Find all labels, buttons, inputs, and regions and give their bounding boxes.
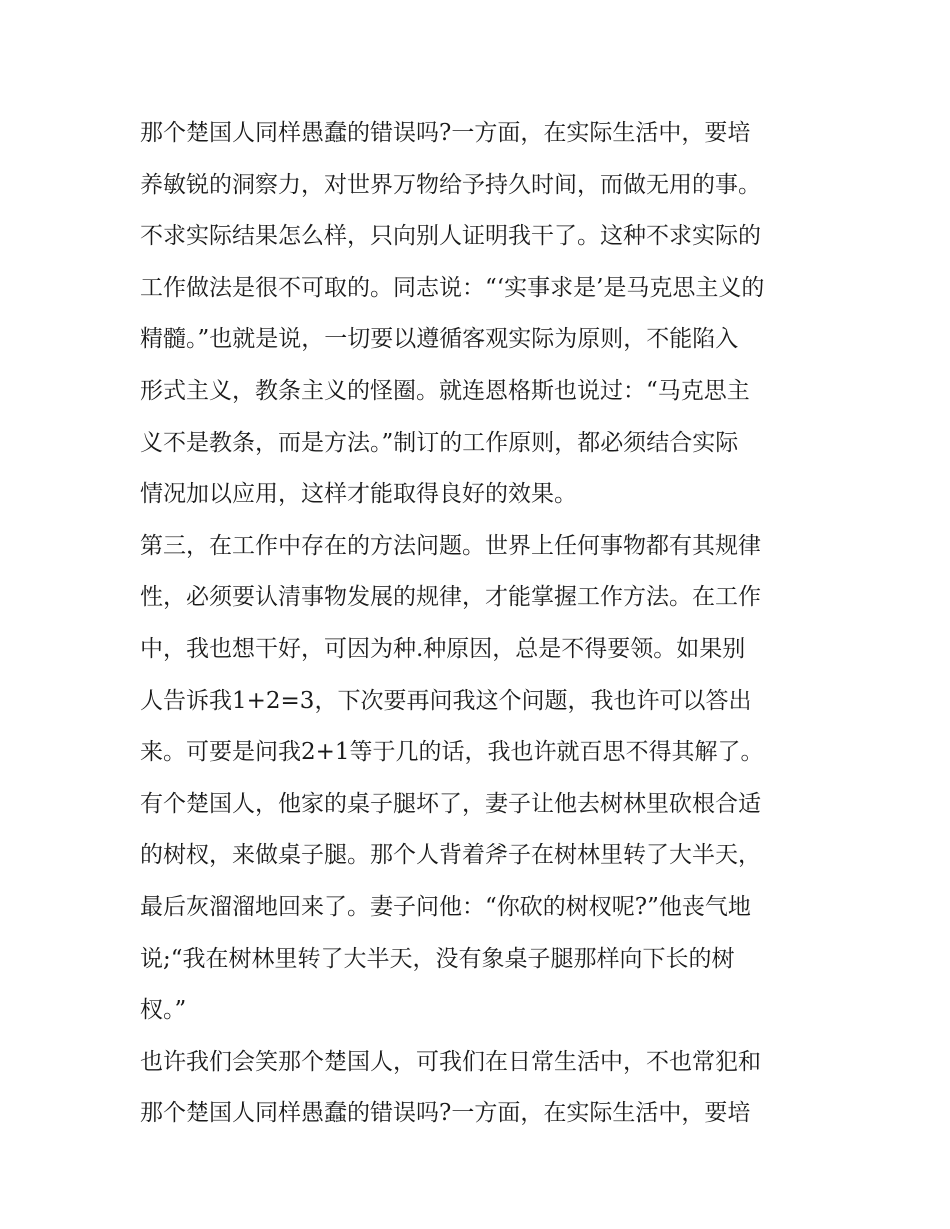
text-line: 精髓。”也就是说，一切要以遵循客观实际为原则，不能陷入	[140, 326, 739, 353]
text-line: 来。可要是问我2+1等于几的话，我也许就百思不得其解了。	[140, 739, 764, 766]
text-line: 第三，在工作中存在的方法问题。世界上任何事物都有其规律	[140, 532, 761, 559]
text-line: 也许我们会笑那个楚国人，可我们在日常生活中，不也常犯和	[140, 1048, 761, 1075]
text-line: 不求实际结果怎么样，只向别人证明我干了。这种不求实际的	[140, 223, 761, 250]
text-line: 形式主义，教条主义的怪圈。就连恩格斯也说过：“马克思主	[140, 377, 750, 404]
text-line: 有个楚国人，他家的桌子腿坏了，妻子让他去树林里砍根合适	[140, 790, 761, 817]
text-line: 养敏锐的洞察力，对世界万物给予持久时间，而做无用的事。	[140, 171, 761, 198]
text-line: 的树杈，来做桌子腿。那个人背着斧子在树林里转了大半天，	[140, 842, 761, 869]
text-line: 杈。”	[140, 997, 187, 1024]
text-line: 那个楚国人同样愚蠢的错误吗?一方面，在实际生活中，要培	[140, 120, 751, 146]
body-text	[140, 108, 820, 1140]
text-line: 中，我也想干好，可因为种.种原因，总是不得要领。如果别	[140, 635, 746, 662]
text-line: 义不是教条，而是方法。”制订的工作原则，都必须结合实际	[140, 429, 739, 456]
text-line: 说;“我在树林里转了大半天，没有象桌子腿那样向下长的树	[140, 945, 735, 972]
text-line: 那个楚国人同样愚蠢的错误吗?一方面，在实际生活中，要培	[140, 1100, 751, 1127]
text-line: 最后灰溜溜地回来了。妻子问他：“你砍的树杈呢?”他丧气地	[140, 893, 751, 920]
text-line: 性，必须要认清事物发展的规律，才能掌握工作方法。在工作	[140, 584, 761, 611]
text-line: 情况加以应用，这样才能取得良好的效果。	[140, 481, 577, 508]
text-line: 人告诉我1+2=3，下次要再问我这个问题，我也许可以答出	[140, 687, 752, 714]
text-line: 工作做法是很不可取的。同志说：“‘实事求是’是马克思主义的	[140, 274, 765, 301]
